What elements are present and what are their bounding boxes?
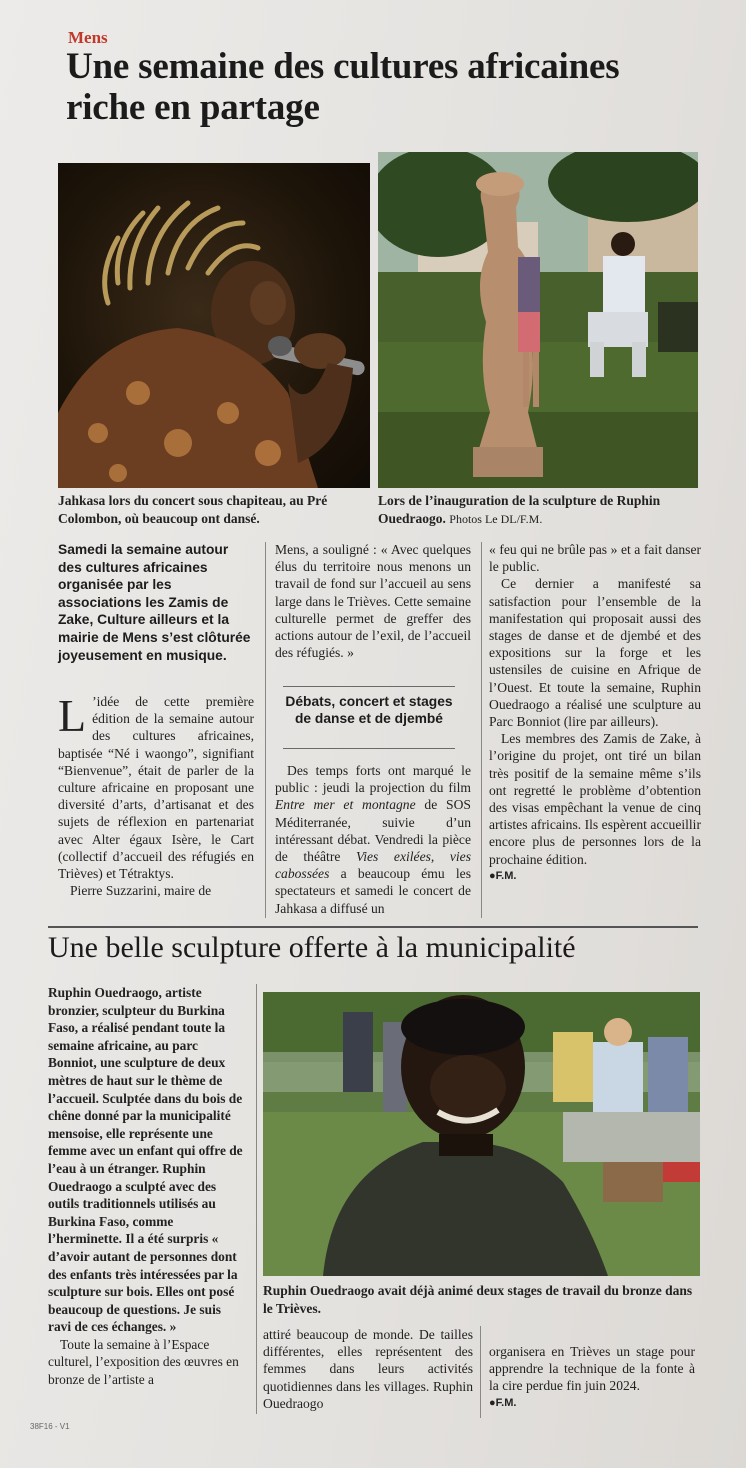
col3-paragraph-3: Les membres des Zamis de Zake, à l’origine du projet, ont tiré un bilan très positif de la semaine même s’ils ont regretté le problème d’obtention des visas empêchant la venue de cinq artistes africains. Ils espèrent accueillir encore plus de personnes lors de la prochaine édition. <box>489 731 701 867</box>
article-intro: Samedi la semaine autour des cultures africaines organisée par les associations les Zamis de Zake, Culture ailleurs et la mairie de Mens s’est clôturée joyeusement en musique. <box>58 542 251 663</box>
subhead: Débats, concert et stages de danse et de djembé <box>285 694 453 726</box>
article2-column-1 <box>48 984 244 1389</box>
col2-p2-text-c: a beaucoup ému les spectateurs et samedi le concert de Jahkasa a diffusé un <box>275 866 471 916</box>
inauguration-photo-image <box>378 152 698 488</box>
col1-paragraph-1: ’idée de cette première édition de la semaine autour des cultures africaines, baptisée “Né i waongo”, signifiant “Bienvenue”, était de parler de la culture africaine en proposant une diversité d’arts, d’artisanat et des sujets de réflexion en partenariat avec Alter égaux Isère, le Cart (collectif d’accueil des réfugiés en Trièves) et Tétraktys. <box>58 694 254 882</box>
caption-portrait: Ruphin Ouedraogo avait déjà animé deux stages de travail du bronze dans le Trièves. <box>263 1283 693 1316</box>
column-divider-3 <box>256 984 257 1414</box>
subhead-rule-top <box>283 686 455 687</box>
col2-p2-text-a: Des temps forts ont marqué le public : jeudi la projection du film <box>275 763 471 796</box>
photo-credit: Photos Le DL/F.M. <box>449 512 543 526</box>
caption-inauguration <box>378 492 698 528</box>
caption-inauguration-text: Lors de l’inauguration de la sculpture de Ruphin Ouedraogo. <box>378 493 661 526</box>
column-divider-4 <box>480 1326 481 1418</box>
column-divider-2 <box>481 542 482 918</box>
portrait-photo-image <box>263 992 700 1276</box>
dropcap: L <box>58 690 87 741</box>
col2-p2-text-b: de SOS Méditerranée, suivie d’un intéressant débat. Vendredi la pièce de théâtre <box>275 797 471 865</box>
article2-column-2 <box>263 1326 473 1412</box>
photo-portrait <box>263 992 700 1276</box>
folio: 38F16 - V1 <box>30 1422 70 1431</box>
a2-col2-paragraph-1: attiré beaucoup de monde. De tailles différentes, elles représentent des femmes dans leurs activités quotidiennes dans les villages. Ruphin Ouedraogo <box>263 1327 473 1411</box>
caption-singer: Jahkasa lors du concert sous chapiteau, au Pré Colombon, où beaucoup ont dansé. <box>58 493 328 526</box>
film-title: Entre mer et montagne <box>275 797 416 813</box>
article1-column-3 <box>489 541 701 885</box>
article1-column-1 <box>58 690 254 899</box>
singer-photo-image <box>58 163 370 488</box>
a2-col1-paragraph-1: Ruphin Ouedraogo, artiste bronzier, sculpteur du Burkina Faso, a réalisé pendant toute la semaine africaine, au parc Bonniot, une sculpture de deux mètres de haut sur le thème de l’accueil. Sculptée dans du bois de chêne donné par la municipalité mensoise, elle représente une femme avec un enfant qui offre de l’eau à un étranger. Ruphin Ouedraogo a sculpté avec des outils traditionnels utilisés au Burkina Faso, comme l’herminette. Il a été surpris « d’avoir autant de personnes dont des enfants très intéressées par la sculpture sur bois. Elles ont posé beaucoup de questions. Je suis ravi de ces échanges. » <box>48 985 243 1335</box>
article-separator <box>48 926 698 928</box>
photo-singer <box>58 163 370 488</box>
a2-col1-paragraph-2: Toute la semaine à l’Espace culturel, l’exposition des œuvres en bronze de l’artiste a <box>48 1336 239 1388</box>
col3-paragraph-1: « feu qui ne brûle pas » et a fait danser le public. <box>489 542 701 575</box>
headline: Une semaine des cultures africaines riche en partage <box>66 46 620 128</box>
column-divider-1 <box>265 542 266 918</box>
article1-column-2b <box>275 762 471 917</box>
headline-2: Une belle sculpture offerte à la municipalité <box>48 931 576 964</box>
a2-col3-paragraph-1: organisera en Trièves un stage pour apprendre la technique de la fonte à la cire perdue fin juin 2024. <box>489 1344 695 1394</box>
subhead-rule-bottom <box>283 748 455 749</box>
photo-sculpture-inauguration <box>378 152 698 488</box>
signature-1: ●F.M. <box>489 869 517 882</box>
col2-paragraph-1: Mens, a souligné : « Avec quelques élus du territoire nous menons un travail de fond sur l’accueil au sens large dans le Trièves. Cette semaine culturelle permet de greffer des actions autour de l’exil, de l’accueil des réfugiés. » <box>275 542 471 661</box>
col3-paragraph-2: Ce dernier a manifesté sa satisfaction pour l’ensemble de la manifestation qui proposait aussi des stages de danse et de djembé et des expositions sur la forge et les ustensiles de cuisine en Afrique de l’Ouest. Et toute la semaine, Ruphin Ouedraogo a réalisé une sculpture au Parc Bonniot (lire par ailleurs). <box>489 576 701 730</box>
section-label: Mens <box>68 28 108 47</box>
play-title: Vies exilées, vies cabossées <box>275 849 471 882</box>
article1-column-2 <box>275 541 471 661</box>
signature-2: ●F.M. <box>489 1396 517 1409</box>
article2-column-3 <box>489 1343 695 1412</box>
col1-paragraph-2: Pierre Suzzarini, maire de <box>70 883 212 899</box>
